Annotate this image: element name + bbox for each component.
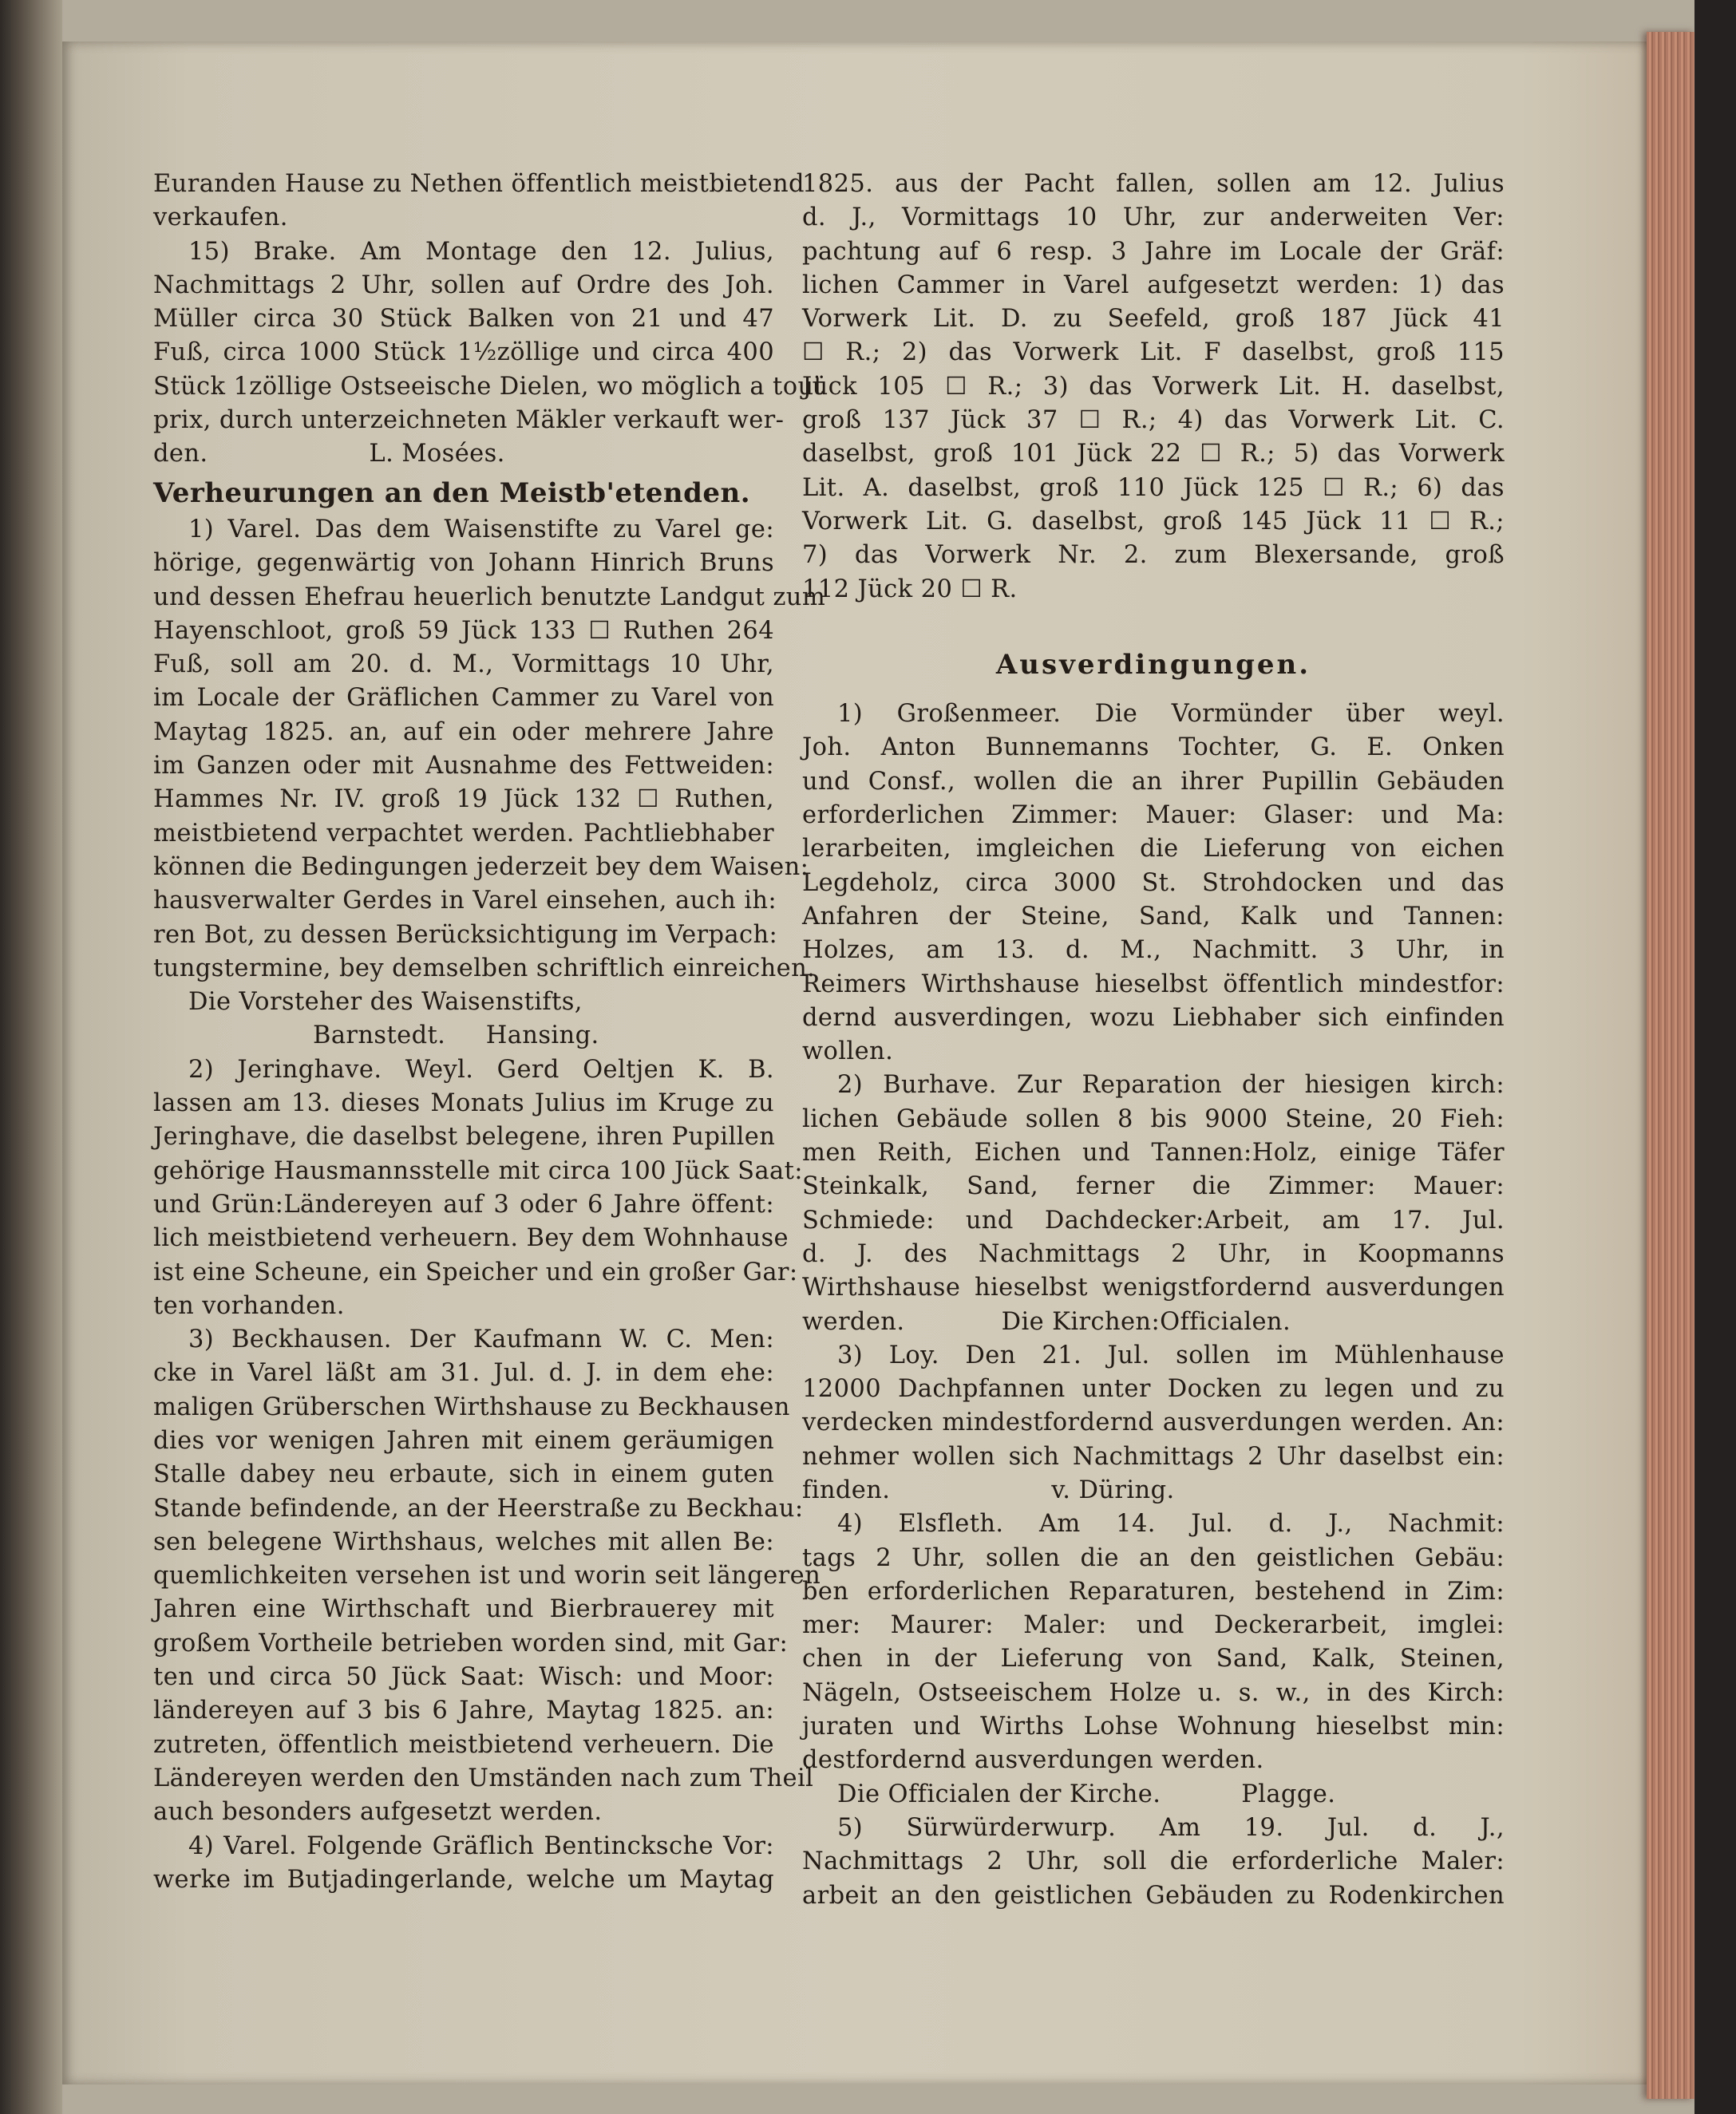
text-line: prix, durch unterzeichneten Mäkler verkauft wer- [153,406,785,435]
text-line: auch besonders aufgesetzt werden. [153,1798,603,1827]
text-line: daselbst, groß 101 Jück 22 ☐ R.; 5) das Vorwerk [802,440,1505,468]
signature-line: Die Vorsteher des Waisenstifts, [188,988,583,1017]
text-line: ten und circa 50 Jück Saat: Wisch: und Moor: [153,1663,774,1692]
text-line: Anfahren der Steine, Sand, Kalk und Tannen: [802,902,1505,931]
text-line: nehmer wollen sich Nachmittags 2 Uhr daselbst ein: [802,1442,1505,1471]
page-stack-edge [1647,32,1694,2099]
text-line: 2) Burhave. Zur Reparation der hiesigen kirch: [837,1071,1505,1100]
text-line: Stande befindende, an der Heerstraße zu Beckhau: [153,1494,804,1523]
text-line: Jück 105 ☐ R.; 3) das Vorwerk Lit. H. daselbst, [802,372,1505,401]
text-line: ren Bot, zu dessen Berücksichtigung im Verpach: [153,920,778,949]
text-line: Hayenschloot, groß 59 Jück 133 ☐ Ruthen 264 [153,616,774,645]
text-line: mer: Maurer: Maler: und Deckerarbeit, imglei: [802,1611,1505,1640]
text-line: lichen Cammer in Varel aufgesetzt werden: 1) das [802,271,1505,299]
text-line: d. J., Vormittags 10 Uhr, zur anderweiten Ver: [802,203,1505,232]
text-line: Nachmittags 2 Uhr, soll die erforderliche Maler: [802,1847,1505,1876]
text-line: lerarbeiten, imgleichen die Lieferung von eichen [802,835,1505,863]
text-line: groß 137 Jück 37 ☐ R.; 4) das Vorwerk Lit. C. [802,406,1505,435]
text-line: Jeringhave, die daselbst belegene, ihren Pupillen [153,1123,776,1152]
left-lines-part1 [153,168,825,472]
text-line: Fuß, soll am 20. d. M., Vormittags 10 Uhr, [153,650,774,679]
text-line: Holzes, am 13. d. M., Nachmitt. 3 Uhr, in [802,936,1505,965]
right-lines-part1 [802,168,1505,607]
text-line: werke im Butjadingerlande, welche um Maytag [153,1865,774,1894]
text-line: dernd ausverdingen, wozu Liebhaber sich einfinden [802,1003,1505,1032]
text-line: Lit. A. daselbst, groß 110 Jück 125 ☐ R.; 6) das [802,473,1505,502]
signature-line: finden. v. Düring. [802,1476,1175,1504]
text-line: ländereyen auf 3 bis 6 Jahre, Maytag 1825. an: [153,1697,774,1725]
text-line: lichen Gebäude sollen 8 bis 9000 Steine, 20 Fieh: [802,1104,1505,1133]
text-line: pachtung auf 6 resp. 3 Jahre im Locale der Gräf: [802,237,1505,266]
left-column [153,168,826,1897]
text-line: Vorwerk Lit. D. zu Seefeld, groß 187 Jück 41 [802,305,1505,334]
text-line: Fuß, circa 1000 Stück 1½zöllige und circa 400 [153,338,774,367]
text-line: den. L. Mosées. [153,440,505,468]
text-line: und dessen Ehefrau heuerlich benutzte Landgut zum [153,583,826,611]
text-line: 2) Jeringhave. Weyl. Gerd Oeltjen K. B. [188,1055,774,1084]
right-column [802,168,1505,1913]
previous-page-edge [0,0,62,2114]
text-line: Hammes Nr. IV. groß 19 Jück 132 ☐ Ruthen, [153,785,774,814]
text-line: Wirthshause hieselbst wenigstfordernd ausverdungen [802,1274,1505,1302]
left-lines-part2 [153,513,826,1897]
text-line: verdecken mindestfordernd ausverdungen werden. An: [802,1409,1505,1437]
text-line: 4) Varel. Folgende Gräflich Bentincksche Vor: [188,1831,774,1860]
text-line: 1825. aus der Pacht fallen, sollen am 12. Julius [802,170,1505,198]
text-line: maligen Grüberschen Wirthshause zu Beckhausen [153,1393,790,1421]
text-line: Joh. Anton Bunnemanns Tochter, G. E. Onken [802,733,1505,762]
text-line: Legdeholz, circa 3000 St. Strohdocken und das [802,868,1505,897]
text-line: meistbietend verpachtet werden. Pachtliebhaber [153,819,774,848]
text-line: d. J. des Nachmittags 2 Uhr, in Koopmanns [802,1239,1505,1268]
text-line: dies vor wenigen Jahren mit einem geräumigen [153,1426,774,1455]
text-line: Jahren eine Wirthschaft und Bierbrauerey mit [153,1595,774,1624]
signature-line: Die Officialen der Kirche. Plagge. [837,1780,1336,1808]
text-line: men Reith, Eichen und Tannen:Holz, einige Täfer [802,1139,1505,1168]
text-line: Reimers Wirthshause hieselbst öffentlich mindestfor: [802,970,1505,998]
text-line: tungstermine, bey demselben schriftlich einreichen. [153,954,816,982]
text-line: 3) Loy. Den 21. Jul. sollen im Mühlenhause [837,1341,1505,1369]
text-line: ten vorhanden. [153,1291,345,1320]
scan-background [1694,0,1736,2114]
text-line: können die Bedingungen jederzeit bey dem Waisen: [153,852,809,881]
text-line: erforderlichen Zimmer: Mauer: Glaser: und Ma: [802,801,1505,830]
text-line: 1) Varel. Das dem Waisenstifte zu Varel ge: [188,515,774,543]
text-line: Schmiede: und Dachdecker:Arbeit, am 17. Jul. [802,1206,1505,1235]
text-line: gehörige Hausmannsstelle mit circa 100 Jück Saat: [153,1156,803,1185]
text-line: 112 Jück 20 ☐ R. [802,575,1018,603]
text-line: arbeit an den geistlichen Gebäuden zu Rodenkirchen [802,1881,1505,1910]
text-line: verkaufen. [153,203,288,232]
text-line: hörige, gegenwärtig von Johann Hinrich Bruns [153,549,774,578]
text-line: Nachmittags 2 Uhr, sollen auf Ordre des Joh. [153,271,774,299]
text-line: lassen am 13. dieses Monats Julius im Kruge zu [153,1089,774,1118]
signature-line: werden. Die Kirchen:Officialen. [802,1307,1291,1336]
text-line: Maytag 1825. an, auf ein oder mehrere Jahre [153,717,774,746]
text-line: wollen. [802,1037,894,1066]
right-lines-part2 [802,697,1505,1913]
text-line: zutreten, öffentlich meistbietend verheuern. Die [153,1730,774,1759]
section-heading-ausverdingungen: Ausverdingungen. [995,648,1311,681]
text-line: im Locale der Gräflichen Cammer zu Varel von [153,684,774,713]
text-line: hausverwalter Gerdes in Varel einsehen, auch ih: [153,887,777,915]
text-line: tags 2 Uhr, sollen die an den geistlichen Gebäu: [802,1543,1505,1572]
text-line: Euranden Hause zu Nethen öffentlich meistbietend [153,170,805,198]
text-line: 1) Großenmeer. Die Vormünder über weyl. [837,700,1505,729]
text-line: 7) das Vorwerk Nr. 2. zum Blexersande, groß [802,541,1505,570]
text-line: juraten und Wirths Lohse Wohnung hieselbst min: [802,1713,1505,1741]
section-heading-verheurungen: Verheurungen an den Meistb'etenden. [153,476,751,509]
text-line: ☐ R.; 2) das Vorwerk Lit. F daselbst, groß 115 [802,338,1505,367]
text-line: destfordernd ausverdungen werden. [802,1746,1264,1775]
text-line: großem Vortheile betrieben worden sind, mit Gar: [153,1629,789,1658]
text-line: im Ganzen oder mit Ausnahme des Fettweiden: [153,752,774,780]
text-line: und Consf., wollen die an ihrer Pupillin Gebäuden [802,767,1505,796]
text-line: Nägeln, Ostseeischem Holze u. s. w., in des Kirch: [802,1678,1505,1707]
text-line: 15) Brake. Am Montage den 12. Julius, [188,237,774,266]
text-line: 5) Sürwürderwurp. Am 19. Jul. d. J., [837,1813,1505,1842]
text-line: 4) Elsfleth. Am 14. Jul. d. J., Nachmit: [837,1510,1505,1539]
text-line: chen in der Lieferung von Sand, Kalk, Steinen, [802,1645,1505,1673]
text-line: ben erforderlichen Reparaturen, bestehend in Zim: [802,1577,1505,1606]
text-line: sen belegene Wirthshaus, welches mit allen Be: [153,1527,774,1556]
text-line: lich meistbietend verheuern. Bey dem Wohnhause [153,1224,789,1253]
signature-line: Barnstedt. Hansing. [313,1021,599,1050]
text-line: 3) Beckhausen. Der Kaufmann W. C. Men: [188,1326,774,1354]
text-line: Müller circa 30 Stück Balken von 21 und 47 [153,305,774,334]
text-line: 12000 Dachpfannen unter Docken zu legen und zu [802,1375,1505,1404]
text-line: und Grün:Ländereyen auf 3 oder 6 Jahre öffent: [153,1190,774,1219]
text-line: Stück 1zöllige Ostseeische Dielen, wo möglich a tout [153,372,825,401]
text-line: ist eine Scheune, ein Speicher und ein großer Gar: [153,1258,798,1286]
text-line: cke in Varel läßt am 31. Jul. d. J. in dem ehe: [153,1359,774,1388]
text-line: Ländereyen werden den Umständen nach zum Theil [153,1764,814,1792]
text-line: quemlichkeiten versehen ist und worin seit längeren [153,1562,821,1590]
text-line: Steinkalk, Sand, ferner die Zimmer: Mauer: [802,1172,1505,1201]
text-line: Vorwerk Lit. G. daselbst, groß 145 Jück 11 ☐ R.; [802,507,1505,535]
text-line: Stalle dabey neu erbaute, sich in einem guten [153,1460,774,1489]
